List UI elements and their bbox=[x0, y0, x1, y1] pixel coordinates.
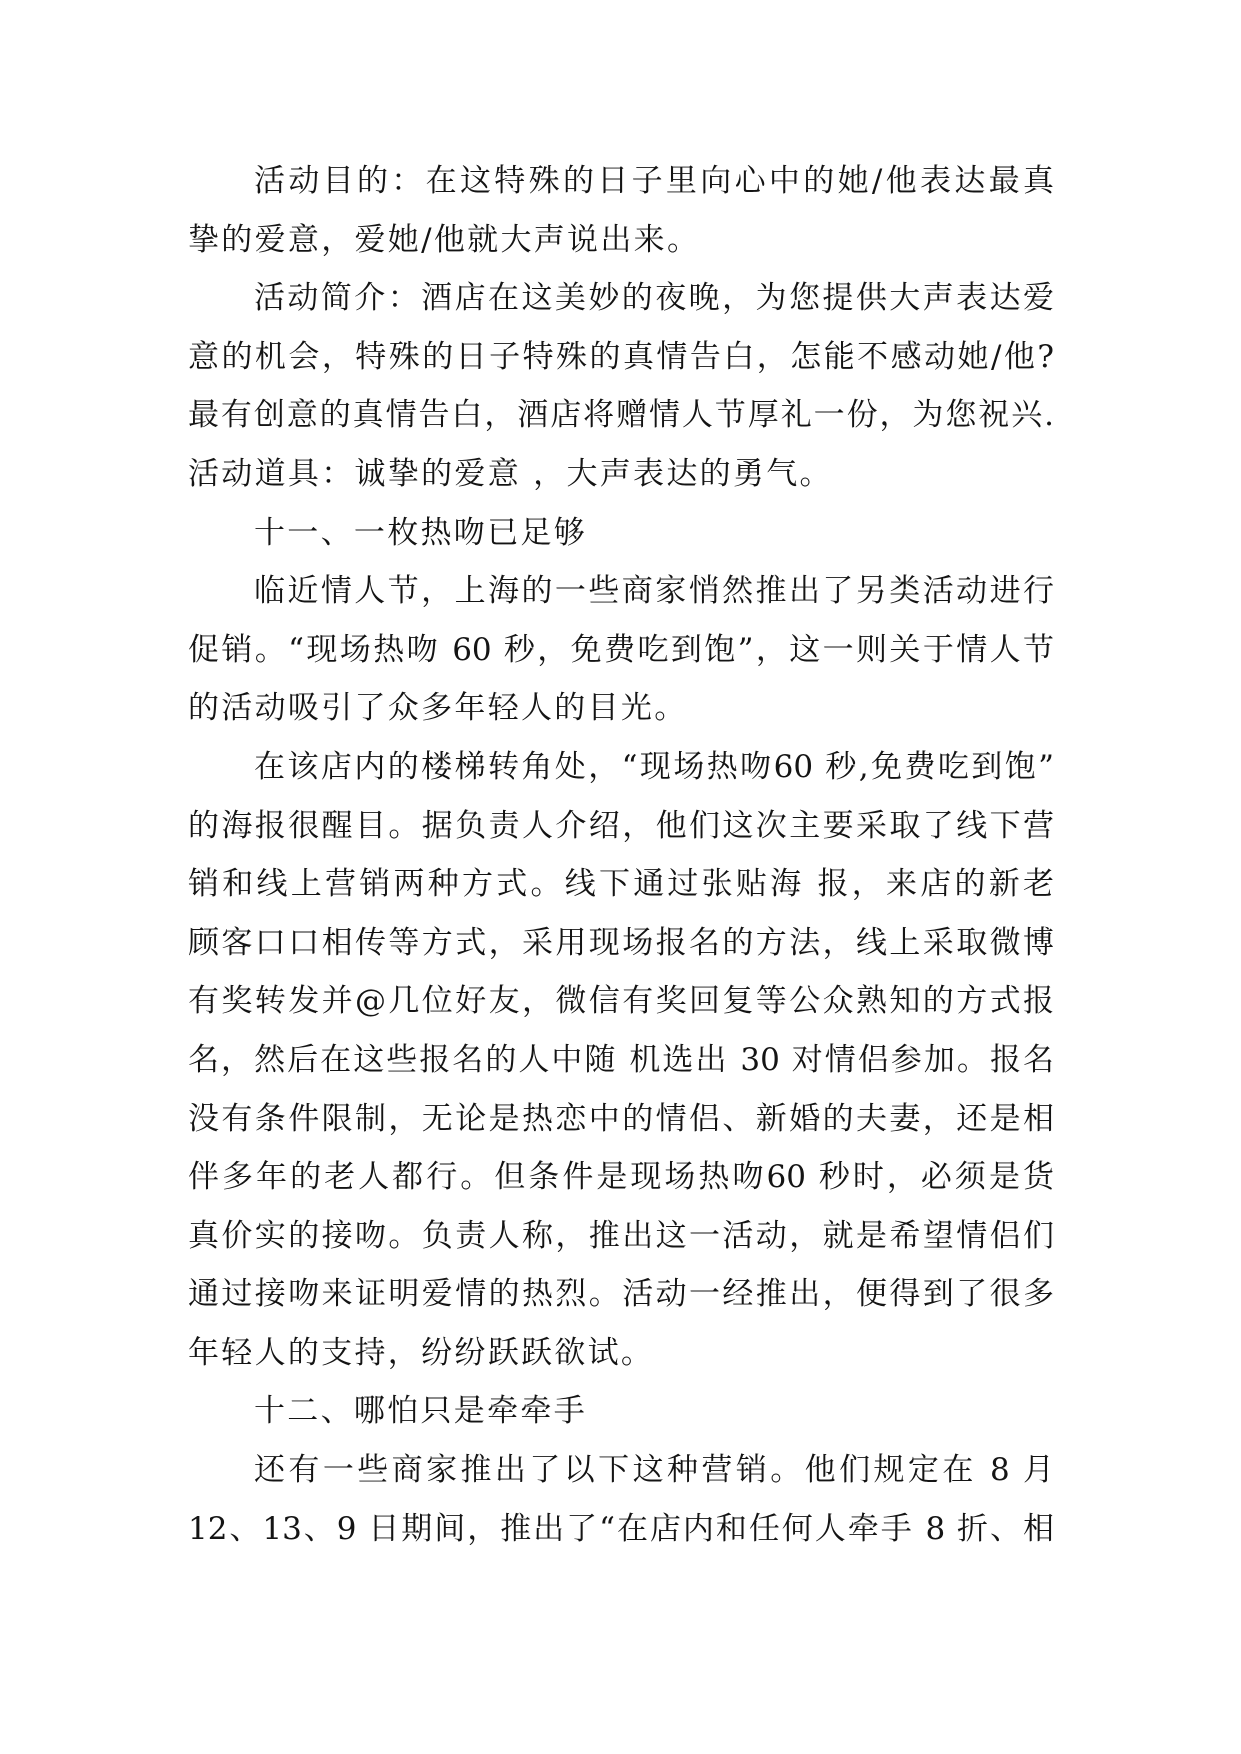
text-line: 在该店内的楼梯转角处，“现场热吻60 秒,免费吃到饱” bbox=[254, 748, 1054, 785]
paragraph bbox=[188, 1441, 1054, 1558]
text-line: 有奖转发并@几位好友，微信有奖回复等公众熟知的方式报 bbox=[188, 983, 1054, 1020]
text-line: 还有一些商家推出了以下这种营销。他们规定在 8 月 bbox=[254, 1452, 1054, 1489]
section-heading-text: 十二、哪怕只是牵牵手 bbox=[254, 1393, 587, 1430]
text-body bbox=[188, 152, 1054, 1558]
text-line: 销和线上营销两种方式。线下通过张贴海 报，来店的新老 bbox=[188, 866, 1054, 903]
text-line: 没有条件限制，无论是热恋中的情侣、新婚的夫妻，还是相 bbox=[188, 1100, 1054, 1137]
text-line: 名，然后在这些报名的人中随 机选出 30 对情侣参加。报名 bbox=[188, 1041, 1054, 1078]
text-line: 挚的爱意，爱她/他就大声说出来。 bbox=[188, 221, 701, 258]
paragraph bbox=[188, 562, 1054, 738]
text-line: 活动道具：诚挚的爱意 ，大声表达的勇气。 bbox=[188, 455, 833, 492]
text-line: 真价实的接吻。负责人称，推出这一活动，就是希望情侣们 bbox=[188, 1217, 1054, 1254]
text-line: 年轻人的支持，纷纷跃跃欲试。 bbox=[188, 1334, 655, 1371]
section-heading bbox=[188, 1382, 1054, 1441]
text-line: 最有创意的真情告白，酒店将赠情人节厚礼一份，为您祝兴. bbox=[188, 397, 1054, 434]
text-line: 活动目的：在这特殊的日子里向心中的她/他表达最真 bbox=[254, 163, 1054, 199]
activity-purpose-paragraph bbox=[188, 152, 1054, 269]
section-heading bbox=[188, 504, 1054, 563]
text-line: 顾客口口相传等方式，采用现场报名的方法，线上采取微博 bbox=[188, 924, 1054, 961]
text-line: 伴多年的老人都行。但条件是现场热吻60 秒时，必须是货 bbox=[188, 1159, 1054, 1196]
paragraph bbox=[188, 738, 1054, 1383]
text-line: 意的机会，特殊的日子特殊的真情告白，怎能不感动她/他? bbox=[188, 338, 1054, 375]
text-line: 临近情人节，上海的一些商家悄然推出了另类活动进行 bbox=[254, 573, 1054, 610]
text-line: 通过接吻来证明爱情的热烈。活动一经推出，便得到了很多 bbox=[188, 1276, 1054, 1313]
text-line: 活动简介：酒店在这美妙的夜晚，为您提供大声表达爱 bbox=[254, 280, 1054, 317]
text-line: 的活动吸引了众多年轻人的目光。 bbox=[188, 690, 688, 727]
text-line: 促销。“现场热吻 60 秒，免费吃到饱”，这一则关于情人节 bbox=[188, 631, 1054, 668]
activity-intro-paragraph bbox=[188, 269, 1054, 503]
section-heading-text: 十一、一枚热吻已足够 bbox=[254, 514, 587, 551]
text-line: 12、13、9 日期间，推出了“在店内和任何人牵手 8 折、相 bbox=[188, 1510, 1054, 1547]
text-line: 的海报很醒目。据负责人介绍，他们这次主要采取了线下营 bbox=[188, 807, 1054, 844]
